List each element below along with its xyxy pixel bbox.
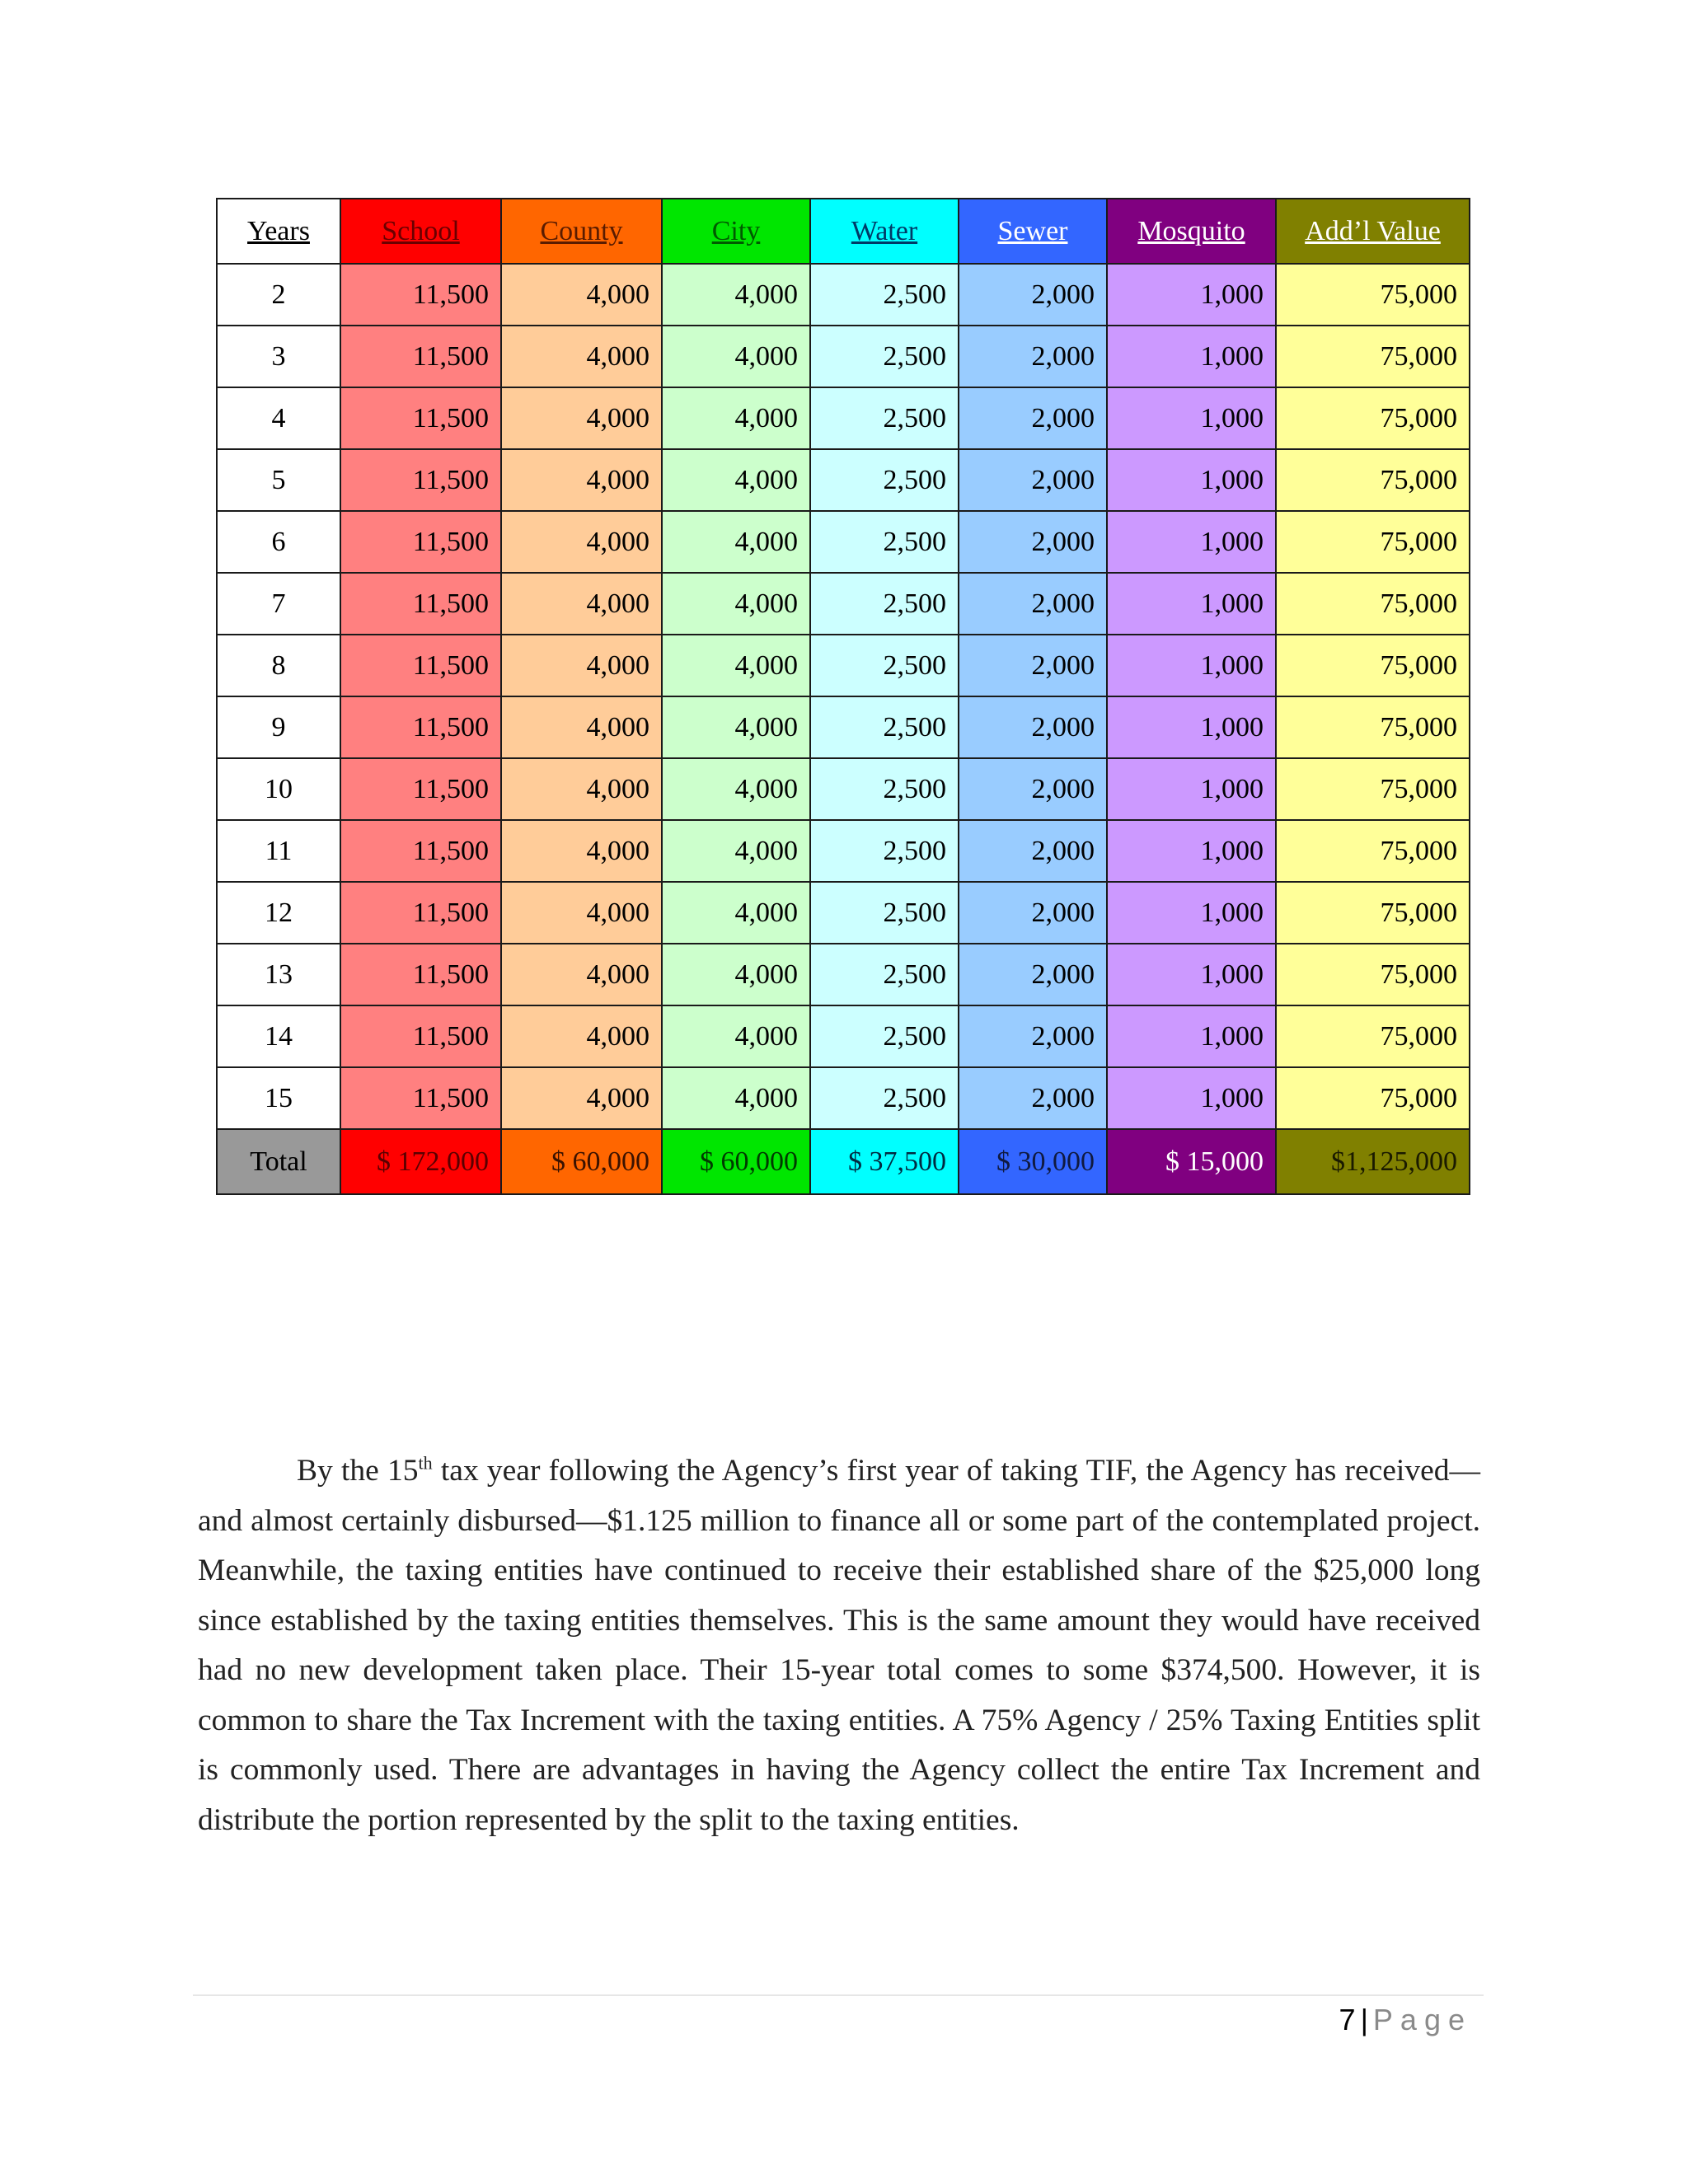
cell-water: 2,500	[810, 449, 959, 511]
cell-addl: 75,000	[1276, 635, 1470, 696]
cell-addl: 75,000	[1276, 449, 1470, 511]
header-mosquito: Mosquito	[1107, 199, 1276, 264]
cell-water: 2,500	[810, 820, 959, 882]
cell-years: 3	[217, 326, 340, 387]
header-county: County	[501, 199, 662, 264]
cell-county: 4,000	[501, 758, 662, 820]
total-years: Total	[217, 1129, 340, 1194]
cell-sewer: 2,000	[959, 758, 1107, 820]
table-row	[217, 511, 1470, 573]
cell-mosquito: 1,000	[1107, 573, 1276, 635]
cell-sewer: 2,000	[959, 635, 1107, 696]
cell-county: 4,000	[501, 449, 662, 511]
cell-city: 4,000	[662, 387, 810, 449]
cell-county: 4,000	[501, 511, 662, 573]
cell-school: 11,500	[340, 326, 501, 387]
cell-county: 4,000	[501, 326, 662, 387]
cell-school: 11,500	[340, 387, 501, 449]
cell-years: 7	[217, 573, 340, 635]
cell-city: 4,000	[662, 511, 810, 573]
table-row	[217, 696, 1470, 758]
cell-mosquito: 1,000	[1107, 944, 1276, 1005]
header-years: Years	[217, 199, 340, 264]
cell-addl: 75,000	[1276, 573, 1470, 635]
cell-mosquito: 1,000	[1107, 1067, 1276, 1129]
cell-years: 2	[217, 264, 340, 326]
cell-sewer: 2,000	[959, 944, 1107, 1005]
header-school: School	[340, 199, 501, 264]
cell-school: 11,500	[340, 449, 501, 511]
cell-years: 10	[217, 758, 340, 820]
total-sewer: $ 30,000	[959, 1129, 1107, 1194]
cell-county: 4,000	[501, 1067, 662, 1129]
table-row	[217, 758, 1470, 820]
header-sewer: Sewer	[959, 199, 1107, 264]
table-header-row	[217, 199, 1470, 264]
cell-county: 4,000	[501, 882, 662, 944]
cell-city: 4,000	[662, 326, 810, 387]
cell-mosquito: 1,000	[1107, 758, 1276, 820]
cell-school: 11,500	[340, 511, 501, 573]
header-water: Water	[810, 199, 959, 264]
cell-addl: 75,000	[1276, 944, 1470, 1005]
table-row	[217, 820, 1470, 882]
cell-county: 4,000	[501, 387, 662, 449]
total-addl: $1,125,000	[1276, 1129, 1470, 1194]
cell-water: 2,500	[810, 387, 959, 449]
total-city: $ 60,000	[662, 1129, 810, 1194]
cell-sewer: 2,000	[959, 387, 1107, 449]
cell-county: 4,000	[501, 635, 662, 696]
cell-city: 4,000	[662, 820, 810, 882]
cell-school: 11,500	[340, 264, 501, 326]
cell-water: 2,500	[810, 1005, 959, 1067]
cell-water: 2,500	[810, 511, 959, 573]
cell-city: 4,000	[662, 882, 810, 944]
cell-city: 4,000	[662, 696, 810, 758]
cell-addl: 75,000	[1276, 326, 1470, 387]
cell-school: 11,500	[340, 882, 501, 944]
cell-sewer: 2,000	[959, 820, 1107, 882]
cell-water: 2,500	[810, 635, 959, 696]
cell-addl: 75,000	[1276, 696, 1470, 758]
cell-county: 4,000	[501, 696, 662, 758]
cell-city: 4,000	[662, 1005, 810, 1067]
cell-years: 15	[217, 1067, 340, 1129]
cell-county: 4,000	[501, 573, 662, 635]
cell-mosquito: 1,000	[1107, 1005, 1276, 1067]
table-row	[217, 326, 1470, 387]
cell-addl: 75,000	[1276, 1067, 1470, 1129]
cell-sewer: 2,000	[959, 511, 1107, 573]
cell-county: 4,000	[501, 944, 662, 1005]
table-row	[217, 387, 1470, 449]
cell-school: 11,500	[340, 696, 501, 758]
cell-mosquito: 1,000	[1107, 635, 1276, 696]
table-row	[217, 944, 1470, 1005]
cell-addl: 75,000	[1276, 511, 1470, 573]
table-row	[217, 573, 1470, 635]
cell-city: 4,000	[662, 944, 810, 1005]
table-row	[217, 882, 1470, 944]
cell-water: 2,500	[810, 696, 959, 758]
paragraph-lead: By the 15	[297, 1454, 419, 1488]
page-number: 7	[1339, 2003, 1356, 2036]
cell-mosquito: 1,000	[1107, 387, 1276, 449]
cell-years: 5	[217, 449, 340, 511]
header-city: City	[662, 199, 810, 264]
table-row	[217, 1067, 1470, 1129]
page-label: Page	[1372, 2003, 1472, 2036]
footer-divider	[193, 1994, 1484, 1996]
cell-school: 11,500	[340, 573, 501, 635]
cell-city: 4,000	[662, 1067, 810, 1129]
cell-county: 4,000	[501, 820, 662, 882]
cell-sewer: 2,000	[959, 1067, 1107, 1129]
cell-years: 13	[217, 944, 340, 1005]
paragraph-rest: tax year following the Agency’s first year of taking TIF, the Agency has received—and almost certainly disbursed—$1.125 million to finance all or some part of the contemplated project. Meanwhile, the taxing entities have continued to receive their established share of the $25,000 long since established by the taxing entities themselves. This is the same amount they would have received had no new development taken place. Their 15-year total comes to some $374,500. However, it is common to share the Tax Increment with the taxing entities. A 75% Agency / 25% Taxing Entities split is commonly used. There are advantages in having the Agency collect the entire Tax Increment and distribute the portion represented by the split to the taxing entities.	[198, 1454, 1480, 1837]
cell-sewer: 2,000	[959, 882, 1107, 944]
cell-school: 11,500	[340, 635, 501, 696]
page-footer	[1339, 2003, 1472, 2037]
table-row	[217, 449, 1470, 511]
cell-years: 4	[217, 387, 340, 449]
cell-years: 11	[217, 820, 340, 882]
cell-addl: 75,000	[1276, 387, 1470, 449]
cell-water: 2,500	[810, 944, 959, 1005]
cell-addl: 75,000	[1276, 264, 1470, 326]
cell-water: 2,500	[810, 573, 959, 635]
cell-mosquito: 1,000	[1107, 820, 1276, 882]
cell-sewer: 2,000	[959, 573, 1107, 635]
cell-water: 2,500	[810, 1067, 959, 1129]
cell-mosquito: 1,000	[1107, 449, 1276, 511]
total-water: $ 37,500	[810, 1129, 959, 1194]
cell-sewer: 2,000	[959, 1005, 1107, 1067]
cell-years: 14	[217, 1005, 340, 1067]
cell-mosquito: 1,000	[1107, 882, 1276, 944]
cell-city: 4,000	[662, 264, 810, 326]
body-paragraph	[198, 1446, 1480, 1845]
cell-mosquito: 1,000	[1107, 326, 1276, 387]
total-mosquito: $ 15,000	[1107, 1129, 1276, 1194]
cell-city: 4,000	[662, 758, 810, 820]
cell-school: 11,500	[340, 758, 501, 820]
cell-city: 4,000	[662, 449, 810, 511]
cell-county: 4,000	[501, 1005, 662, 1067]
cell-mosquito: 1,000	[1107, 696, 1276, 758]
table-row	[217, 635, 1470, 696]
cell-sewer: 2,000	[959, 696, 1107, 758]
table-body	[217, 264, 1470, 1194]
cell-school: 11,500	[340, 1067, 501, 1129]
cell-mosquito: 1,000	[1107, 264, 1276, 326]
total-school: $ 172,000	[340, 1129, 501, 1194]
total-county: $ 60,000	[501, 1129, 662, 1194]
cell-city: 4,000	[662, 635, 810, 696]
header-addl-value: Add’l Value	[1276, 199, 1470, 264]
cell-years: 6	[217, 511, 340, 573]
total-row	[217, 1129, 1470, 1194]
table-row	[217, 1005, 1470, 1067]
cell-mosquito: 1,000	[1107, 511, 1276, 573]
cell-sewer: 2,000	[959, 264, 1107, 326]
cell-sewer: 2,000	[959, 326, 1107, 387]
cell-water: 2,500	[810, 264, 959, 326]
cell-school: 11,500	[340, 820, 501, 882]
cell-years: 8	[217, 635, 340, 696]
cell-addl: 75,000	[1276, 882, 1470, 944]
tif-distribution-table	[216, 198, 1470, 1195]
cell-addl: 75,000	[1276, 1005, 1470, 1067]
cell-city: 4,000	[662, 573, 810, 635]
cell-school: 11,500	[340, 944, 501, 1005]
cell-years: 9	[217, 696, 340, 758]
footer-separator: |	[1360, 2003, 1368, 2036]
cell-water: 2,500	[810, 758, 959, 820]
cell-school: 11,500	[340, 1005, 501, 1067]
table-row	[217, 264, 1470, 326]
cell-county: 4,000	[501, 264, 662, 326]
cell-sewer: 2,000	[959, 449, 1107, 511]
cell-years: 12	[217, 882, 340, 944]
cell-water: 2,500	[810, 326, 959, 387]
cell-addl: 75,000	[1276, 820, 1470, 882]
ordinal-suffix: th	[418, 1452, 433, 1474]
cell-water: 2,500	[810, 882, 959, 944]
cell-addl: 75,000	[1276, 758, 1470, 820]
